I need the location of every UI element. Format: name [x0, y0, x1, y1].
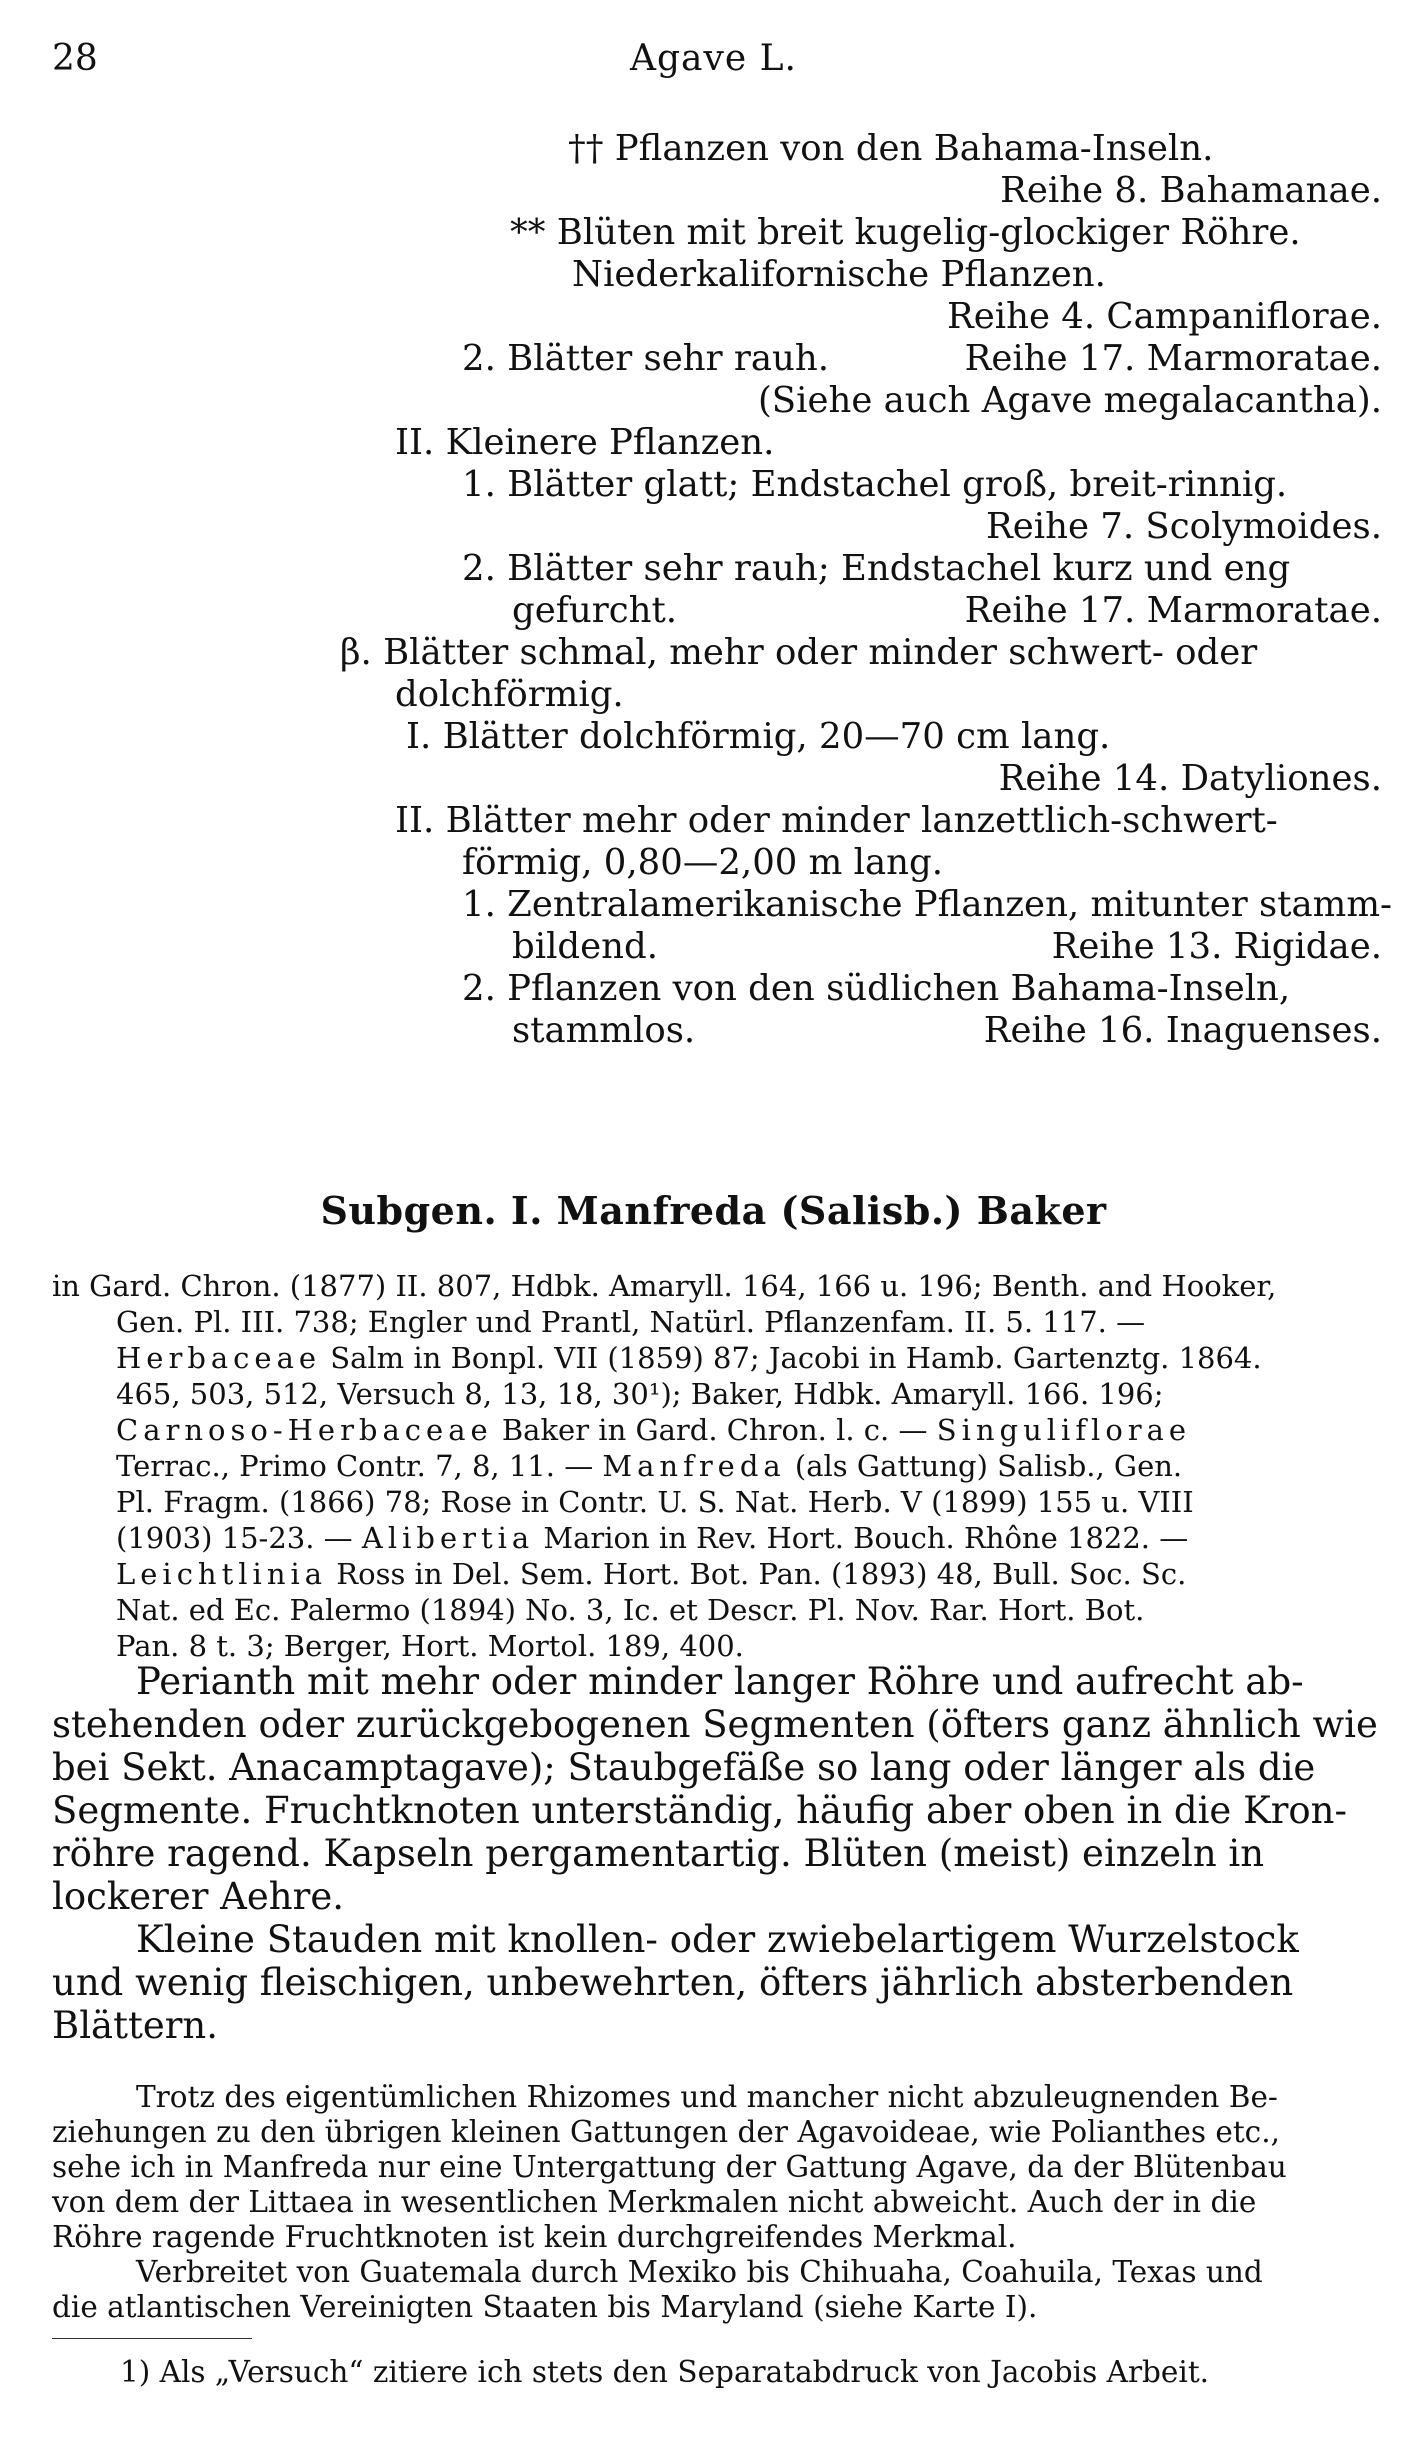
- key-row: [462, 338, 1382, 380]
- reference-line: Pl. Fragm. (1866) 78; Rose in Contr. U. S. Nat. Herb. V (1899) 155 u. VIII: [116, 1485, 1194, 1519]
- reference-line: Nat. ed Ec. Palermo (1894) No. 3, Ic. et Descr. Pl. Nov. Rar. Hort. Bot.: [116, 1593, 1145, 1627]
- note-line: von dem der Littaea in wesentlichen Merkmalen nicht abweicht. Auch der in die: [52, 2185, 1257, 2219]
- key-line: 2. Blätter sehr rauh; Endstachel kurz und eng: [462, 548, 1291, 589]
- note-line: Trotz des eigentümlichen Rhizomes und mancher nicht abzuleugnenden Be-: [136, 2080, 1278, 2114]
- key-line: stammlos.: [512, 1010, 696, 1051]
- key-series-label: Reihe 7. Scolymoides.: [985, 506, 1382, 547]
- description-line: und wenig fleischigen, unbewehrten, öfters jährlich absterbenden: [52, 1961, 1294, 2004]
- reference-text: Baker in Gard. Chron. l. c. —: [492, 1413, 937, 1447]
- note-line: Verbreitet von Guatemala durch Mexiko bis Chihuaha, Coahuila, Texas und: [136, 2255, 1263, 2289]
- note-line: ziehungen zu den übrigen kleinen Gattungen der Agavoideae, wie Polianthes etc.,: [52, 2115, 1280, 2149]
- reference-line: [116, 1412, 1191, 1448]
- taxon-name: Alibertia: [361, 1521, 535, 1555]
- key-line: bildend.: [512, 926, 659, 967]
- key-line: 2. Blätter sehr rauh.: [462, 338, 830, 379]
- key-series-label: Reihe 17. Marmoratae.: [964, 590, 1382, 631]
- key-line: gefurcht.: [512, 590, 678, 631]
- key-series-label: Reihe 8. Bahamanae.: [1000, 170, 1382, 211]
- reference-line: [116, 1448, 1182, 1484]
- key-series-label: Reihe 14. Datyliones.: [998, 758, 1382, 799]
- reference-line: Gen. Pl. III. 738; Engler und Prantl, Natürl. Pflanzenfam. II. 5. 117. —: [116, 1305, 1146, 1339]
- key-line: II. Kleinere Pflanzen.: [395, 422, 775, 463]
- description-line: lockerer Aehre.: [52, 1875, 344, 1918]
- reference-line: 465, 503, 512, Versuch 8, 13, 18, 30¹); Baker, Hdbk. Amaryll. 166. 196;: [116, 1377, 1164, 1411]
- description-line: Kleine Stauden mit knollen- oder zwiebelartigem Wurzelstock: [136, 1918, 1299, 1961]
- description-line: bei Sekt. Anacamptagave); Staubgefäße so lang oder länger als die: [52, 1746, 1316, 1789]
- taxon-name: Manfreda: [602, 1449, 786, 1483]
- reference-text: Ross in Del. Sem. Hort. Bot. Pan. (1893) 48, Bull. Soc. Sc.: [327, 1557, 1187, 1591]
- reference-text: (1903) 15-23. —: [116, 1521, 362, 1555]
- footnote-divider: [52, 2338, 252, 2339]
- taxon-name: Herbaceae: [116, 1341, 322, 1375]
- key-line: II. Blätter mehr oder minder lanzettlich-schwert-: [395, 800, 1278, 841]
- page-number: 28: [52, 38, 98, 79]
- key-line: dolchförmig.: [395, 674, 624, 715]
- taxon-name: Singuliflorae: [936, 1413, 1192, 1447]
- key-line: (Siehe auch Agave megalacantha).: [757, 380, 1382, 421]
- key-line: förmig, 0,80—2,00 m lang.: [462, 842, 944, 883]
- key-series-label: Reihe 16. Inaguenses.: [983, 1010, 1382, 1051]
- reference-text: Salm in Bonpl. VII (1859) 87; Jacobi in Hamb. Gartenztg. 1864.: [321, 1341, 1262, 1375]
- key-row: [512, 1010, 1382, 1052]
- taxon-name: Leichtlinia: [116, 1557, 328, 1591]
- key-line: 1. Blätter glatt; Endstachel groß, breit-rinnig.: [462, 464, 1288, 505]
- key-series-label: Reihe 13. Rigidae.: [1051, 926, 1382, 967]
- description-line: Perianth mit mehr oder minder langer Röhre und aufrecht ab-: [136, 1660, 1304, 1703]
- key-line: I. Blätter dolchförmig, 20—70 cm lang.: [406, 716, 1111, 757]
- description-line: röhre ragend. Kapseln pergamentartig. Blüten (meist) einzeln in: [52, 1832, 1265, 1875]
- note-line: sehe ich in Manfreda nur eine Untergattung der Gattung Agave, da der Blütenbau: [52, 2150, 1287, 2184]
- key-row: [512, 590, 1382, 632]
- reference-line: in Gard. Chron. (1877) II. 807, Hdbk. Amaryll. 164, 166 u. 196; Benth. and Hooker,: [52, 1269, 1277, 1303]
- description-line: Blättern.: [52, 2004, 218, 2047]
- key-line: ** Blüten mit breit kugelig-glockiger Röhre.: [510, 212, 1301, 253]
- note-line: Röhre ragende Fruchtknoten ist kein durchgreifendes Merkmal.: [52, 2220, 1017, 2254]
- reference-text: (als Gattung) Salisb., Gen.: [785, 1449, 1183, 1483]
- key-line: β. Blätter schmal, mehr oder minder schwert- oder: [340, 632, 1258, 673]
- key-line: 2. Pflanzen von den südlichen Bahama-Inseln,: [462, 968, 1291, 1009]
- key-series-label: Reihe 17. Marmoratae.: [964, 338, 1382, 379]
- reference-line: [116, 1340, 1262, 1376]
- key-row: [512, 926, 1382, 968]
- reference-line: [116, 1556, 1186, 1592]
- key-line: Niederkalifornische Pflanzen.: [572, 254, 1106, 295]
- key-line: 1. Zentralamerikanische Pflanzen, mitunter stamm-: [462, 884, 1393, 925]
- key-series-label: Reihe 4. Campaniflorae.: [947, 296, 1382, 337]
- subgenus-heading: Subgen. I. Manfreda (Salisb.) Baker: [320, 1188, 1107, 1233]
- description-line: stehenden oder zurückgebogenen Segmenten (öfters ganz ähnlich wie: [52, 1703, 1378, 1746]
- key-line: †† Pflanzen von den Bahama-Inseln.: [568, 128, 1214, 169]
- note-line: die atlantischen Vereinigten Staaten bis Maryland (siehe Karte I).: [52, 2290, 1038, 2324]
- reference-text: Terrac., Primo Contr. 7, 8, 11. —: [116, 1449, 603, 1483]
- reference-text: Marion in Rev. Hort. Bouch. Rhône 1822. —: [534, 1521, 1189, 1555]
- description-line: Segmente. Fruchtknoten unterständig, häufig aber oben in die Kron-: [52, 1789, 1348, 1832]
- footnote: 1) Als „Versuch“ zitiere ich stets den Separatabdruck von Jacobis Arbeit.: [120, 2355, 1210, 2389]
- reference-line: Pan. 8 t. 3; Berger, Hort. Mortol. 189, 400.: [116, 1629, 744, 1663]
- reference-line: [116, 1520, 1188, 1556]
- taxon-name: Carnoso-Herbaceae: [116, 1413, 493, 1447]
- running-title: Agave L.: [630, 38, 797, 79]
